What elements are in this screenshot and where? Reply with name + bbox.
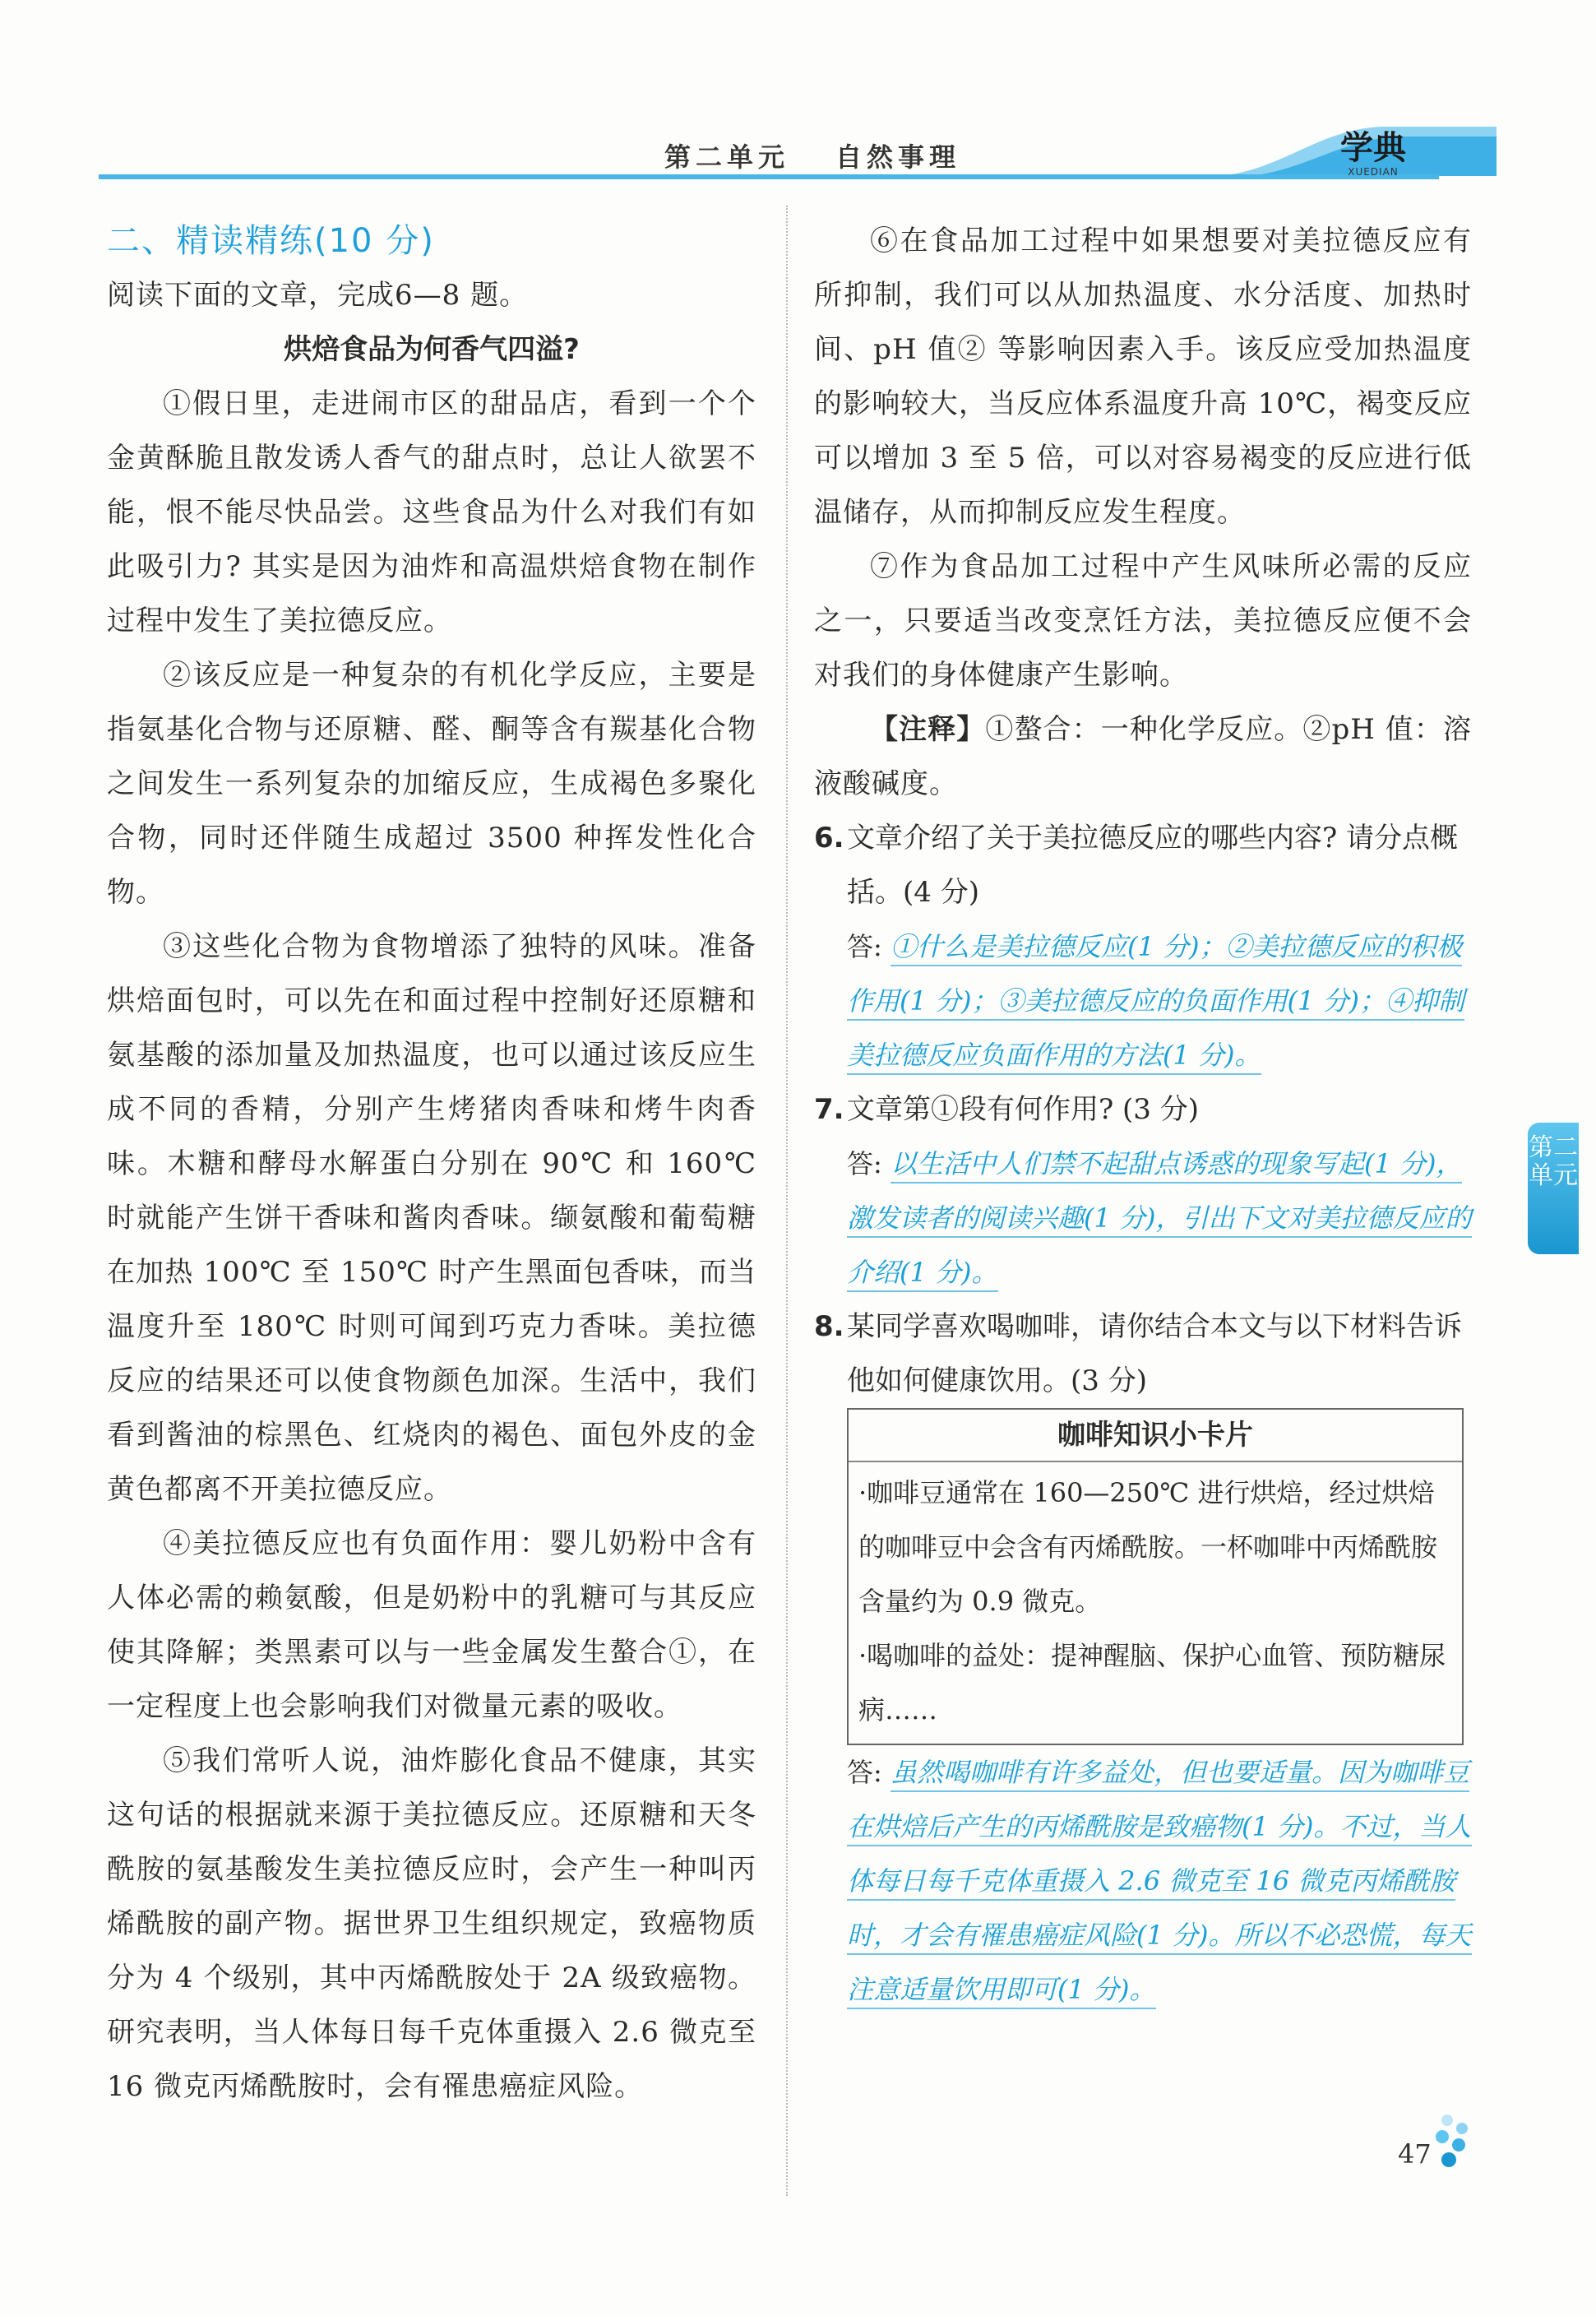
paragraph-6: ⑥在食品加工过程中如果想要对美拉德反应有所抑制，我们可以从加热温度、水分活度、加热时间、pH 值② 等影响因素入手。该反应受加热温度的影响较大，当反应体系温度升高 10℃，褐变反应可以增加 3 至 5 倍，可以对容易褐变的反应进行低温储存，从而抑制反应发生程度。 <box>814 225 1472 529</box>
header-unit: 第二单元 <box>664 141 790 173</box>
logo-text: 学典 <box>1340 129 1406 167</box>
answer-text: 虽然喝咖啡有许多益处，但也要适量。因为咖啡豆在烘焙后产生的丙烯酰胺是致癌物(1 分)。不过，当人体每日每千克体重摄入 2.6 微克至 16 微克丙烯酰胺时，才会有罹患癌症风险(1 分)。所以不必恐慌，每天注意适量饮用即可(1 分)。 <box>847 1757 1472 2009</box>
paragraph-2: ②该反应是一种复杂的有机化学反应，主要是指氨基化合物与还原糖、醛、酮等含有羰基化合物之间发生一系列复杂的加缩反应，生成褐色多聚化合物，同时还伴随生成超过 3500 种挥发性化合物。 <box>107 659 756 909</box>
right-column <box>814 214 1472 2017</box>
paragraph-7: ⑦作为食品加工过程中产生风味所必需的反应之一，只要适当改变烹饪方法，美拉德反应便不会对我们的身体健康产生影响。 <box>814 550 1472 692</box>
page-number: 47 <box>1398 2138 1432 2170</box>
answer-label: 答: <box>847 1757 882 1788</box>
instruction: 阅读下面的文章，完成6—8 题。 <box>107 279 529 312</box>
left-column <box>107 214 756 2114</box>
card-body <box>849 1462 1462 1744</box>
question-7 <box>814 1082 1472 1137</box>
footnote-label: 【注释】 <box>870 713 986 746</box>
paragraph-1: ①假日里，走进闹市区的甜品店，看到一个个金黄酥脆且散发诱人香气的甜点时，总让人欲罢不能，恨不能尽快品尝。这些食品为什么对我们有如此吸引力? 其实是因为油炸和高温烘焙食物在制作过程中发生了美拉德反应。 <box>107 387 756 637</box>
question-text: 某同学喜欢喝咖啡，请你结合本文与以下材料告诉他如何健康饮用。(3 分) <box>847 1310 1462 1397</box>
logo <box>1320 130 1427 179</box>
column-divider <box>786 206 788 2196</box>
header-rule <box>99 174 1439 179</box>
header-title <box>641 137 983 174</box>
card-line-1: ·咖啡豆通常在 160—250℃ 进行烘焙，经过烘焙的咖啡豆中会含有丙烯酰胺。一杯咖啡中丙烯酰胺含量约为 0.9 微克。 <box>858 1477 1438 1617</box>
footnote <box>814 702 1472 811</box>
unit-side-tab: 第二单元 <box>1528 1123 1579 1254</box>
question-text: 文章介绍了关于美拉德反应的哪些内容? 请分点概括。(4 分) <box>847 822 1459 909</box>
answer-label: 答: <box>847 1148 882 1179</box>
paragraph-5: ⑤我们常听人说，油炸膨化食品不健康，其实这句话的根据就来源于美拉德反应。还原糖和天冬酰胺的氨基酸发生美拉德反应时，会产生一种叫丙烯酰胺的副产物。据世界卫生组织规定，致癌物质分为 4 个级别，其中丙烯酰胺处于 2A 级致癌物。研究表明，当人体每日每千克体重摄入 2.6 微克至 16 微克丙烯酰胺时，会有罹患癌症风险。 <box>107 1744 756 2103</box>
card-line-2: ·喝咖啡的益处：提神醒脑、保护心血管、预防糖尿病…… <box>858 1640 1446 1725</box>
header-topic: 自然事理 <box>835 141 961 173</box>
answer-text: ①什么是美拉德反应(1 分)；②美拉德反应的积极作用(1 分)；③美拉德反应的负面作用(1 分)；④抑制美拉德反应负面作用的方法(1 分)。 <box>847 931 1464 1075</box>
article-title: 烘焙食品为何香气四溢? <box>284 333 580 366</box>
question-text: 文章第①段有何作用? (3 分) <box>847 1093 1200 1126</box>
answer-6 <box>814 919 1472 1082</box>
paragraph-3: ③这些化合物为食物增添了独特的风味。准备烘焙面包时，可以先在和面过程中控制好还原糖和氨基酸的添加量及加热温度，也可以通过该反应生成不同的香精，分别产生烤猪肉香味和烤牛肉香味。木糖和酵母水解蛋白分别在 90℃ 和 160℃ 时就能产生饼干香味和酱肉香味。缬氨酸和葡萄糖在加热 100℃ 至 150℃ 时产生黑面包香味，而当温度升至 180℃ 时则可闻到巧克力香味。美拉德反应的结果还可以使食物颜色加深。生活中，我们看到酱油的棕黑色、红烧肉的褐色、面包外皮的金黄色都离不开美拉德反应。 <box>107 930 756 1506</box>
question-number: 7. <box>814 1093 844 1126</box>
coffee-knowledge-card <box>847 1408 1464 1745</box>
question-number: 6. <box>814 822 844 855</box>
question-number: 8. <box>814 1310 844 1343</box>
logo-subtext: XUEDIAN <box>1348 166 1399 178</box>
answer-7 <box>814 1137 1472 1299</box>
answer-label: 答: <box>847 931 882 962</box>
answer-8 <box>814 1745 1472 2017</box>
answer-text: 以生活中人们禁不起甜点诱惑的现象写起(1 分)，激发读者的阅读兴趣(1 分)，引出下文对美拉德反应的介绍(1 分)。 <box>847 1148 1472 1292</box>
page-header <box>0 123 1596 189</box>
section-title: 二、精读精练(10 分) <box>107 222 435 260</box>
card-title: 咖啡知识小卡片 <box>849 1410 1462 1462</box>
page-decoration-dots-icon <box>1424 2114 1473 2171</box>
footnote-text: ①螯合：一种化学反应。②pH 值：溶液酸碱度。 <box>814 713 1472 800</box>
question-6 <box>814 811 1472 919</box>
question-8 <box>814 1299 1472 1408</box>
paragraph-4: ④美拉德反应也有负面作用：婴儿奶粉中含有人体必需的赖氨酸，但是奶粉中的乳糖可与其反应使其降解；类黑素可以与一些金属发生螯合①，在一定程度上也会影响我们对微量元素的吸收。 <box>107 1527 756 1723</box>
